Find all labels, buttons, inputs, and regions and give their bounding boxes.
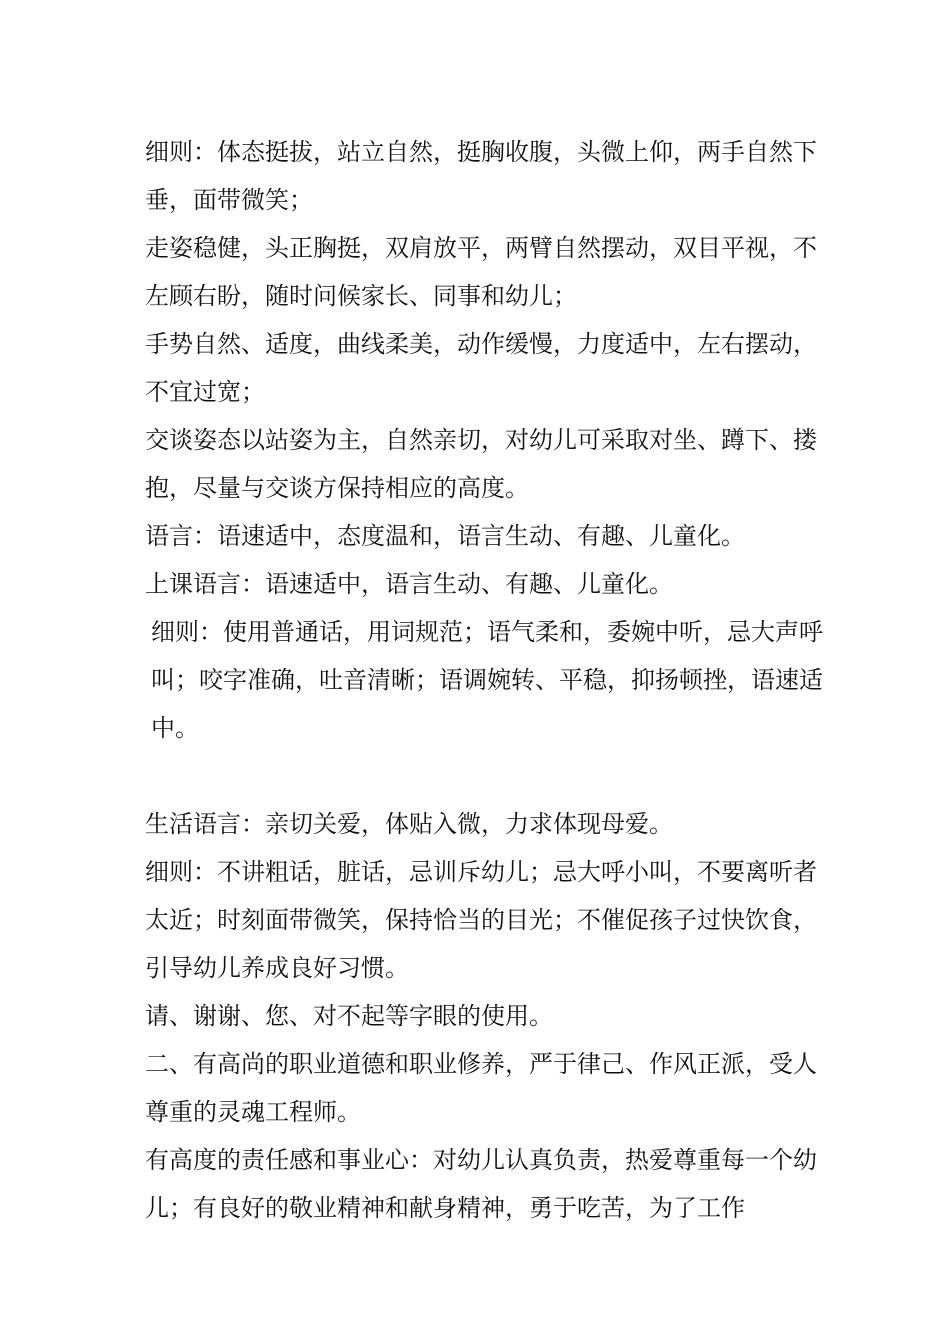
- paragraph-language: 语言：语速适中，态度温和，语言生动、有趣、儿童化。: [145, 522, 745, 550]
- paragraph-class-language-detail: 细则：使用普通话，用词规范；语气柔和，委婉中听，忌大声呼叫；咬字准确，吐音清晰；语调婉转、平稳，抑扬顿挫，语速适中。: [151, 618, 823, 742]
- paragraph-daily-language-detail: 细则：不讲粗话，脏话，忌训斥幼儿；忌大呼小叫，不要离听者太近；时刻面带微笑，保持恰当的目光；不催促孩子过快饮食，引导幼儿养成良好习惯。: [145, 858, 817, 982]
- paragraph-polite-words: 请、谢谢、您、对不起等字眼的使用。: [145, 1002, 553, 1030]
- document-body: [145, 128, 825, 1232]
- paragraph-gestures: 手势自然、适度，曲线柔美，动作缓慢，力度适中，左右摆动，不宜过宽；: [145, 330, 817, 406]
- paragraph-section-two: 二、有高尚的职业道德和职业修养，严于律己、作风正派，受人尊重的灵魂工程师。: [145, 1050, 817, 1126]
- paragraph-posture-detail: 细则：体态挺拔，站立自然，挺胸收腹，头微上仰，两手自然下垂，面带微笑；: [145, 138, 817, 214]
- paragraph-walking: 走姿稳健，头正胸挺，双肩放平，两臂自然摆动，双目平视，不左顾右盼，随时问候家长、同事和幼儿；: [145, 234, 817, 310]
- paragraph-conversation-posture: 交谈姿态以站姿为主，自然亲切，对幼儿可采取对坐、蹲下、搂抱，尽量与交谈方保持相应的高度。: [145, 426, 817, 502]
- paragraph-class-language: 上课语言：语速适中，语言生动、有趣、儿童化。: [145, 570, 673, 598]
- paragraph-responsibility: 有高度的责任感和事业心：对幼儿认真负责，热爱尊重每一个幼儿；有良好的敬业精神和献身精神，勇于吃苦，为了工作: [145, 1146, 817, 1222]
- paragraph-spacer: [145, 752, 825, 800]
- paragraph-daily-language: 生活语言：亲切关爱，体贴入微，力求体现母爱。: [145, 810, 673, 838]
